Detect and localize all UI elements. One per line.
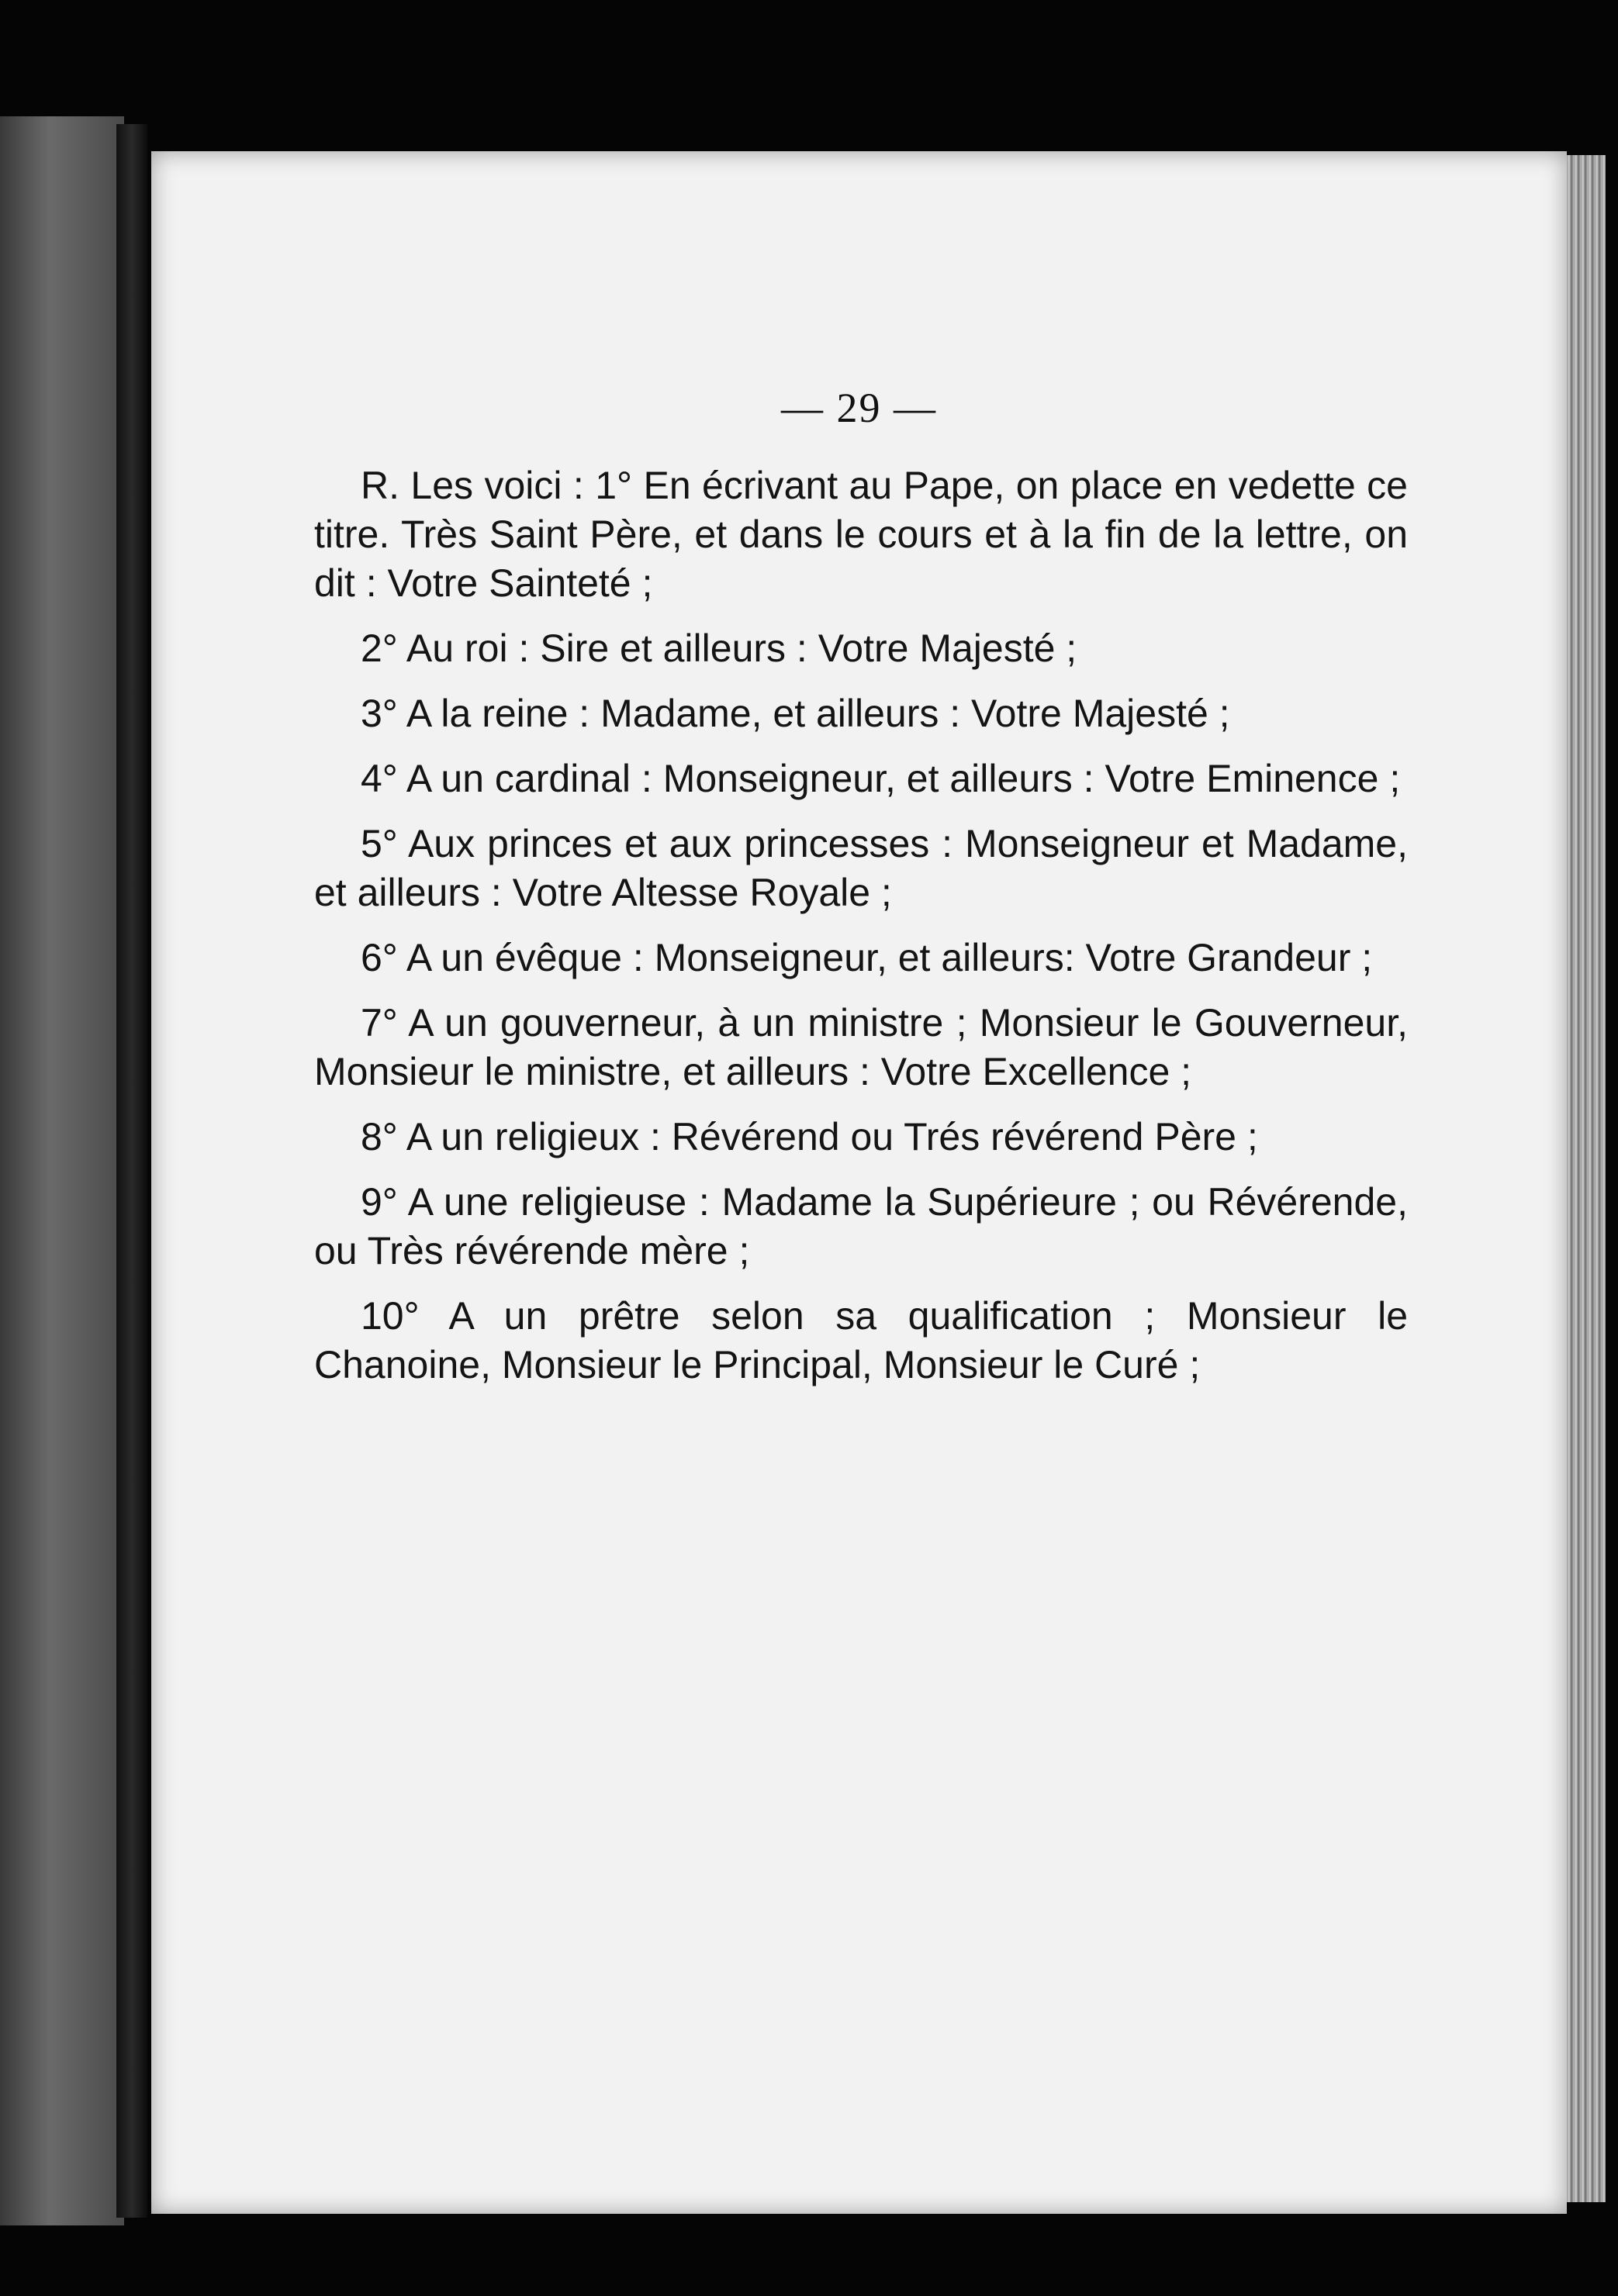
paragraph-item-10: 10° A un prêtre selon sa qualification ; Monsieur le Chanoine, Monsieur le Principal, Monsieur le Curé ; (314, 1294, 1408, 1386)
paragraph-item-5: 5° Aux princes et aux princesses : Monseigneur et Madame, et ailleurs : Votre Altesse Royale ; (314, 822, 1408, 914)
paragraph-item-9: 9° A une religieuse : Madame la Supérieure ; ou Révérende, ou Très révérende mère ; (314, 1180, 1408, 1272)
page-number: — 29 — (781, 385, 937, 431)
previous-page-edge (0, 116, 124, 2225)
paragraph-item-2: 2° Au roi : Sire et ailleurs : Votre Majesté ; (361, 627, 1077, 670)
book-gutter (116, 124, 147, 2218)
paragraph-item-3: 3° A la reine : Madame, et ailleurs : Votre Majesté ; (361, 692, 1230, 735)
paragraph-item-4: 4° A un cardinal : Monseigneur, et ailleurs : Votre Eminence ; (361, 757, 1401, 800)
paragraph-item-6: 6° A un évêque : Monseigneur, et ailleurs: Votre Grandeur ; (361, 936, 1373, 979)
paragraph-item-8: 8° A un religieux : Révérend ou Trés révérend Père ; (361, 1115, 1258, 1158)
paragraph-intro: R. Les voici : 1° En écrivant au Pape, on place en vedette ce titre. Très Saint Père, et dans le cours et à la fin de la lettre, on dit : Votre Sainteté ; (314, 464, 1408, 605)
page-stack-edge (1567, 155, 1606, 2202)
page-body (314, 461, 1408, 1406)
book-page (151, 151, 1567, 2214)
paragraph-item-7: 7° A un gouverneur, à un ministre ; Monsieur le Gouverneur, Monsieur le ministre, et ailleurs : Votre Excellence ; (314, 1001, 1408, 1093)
